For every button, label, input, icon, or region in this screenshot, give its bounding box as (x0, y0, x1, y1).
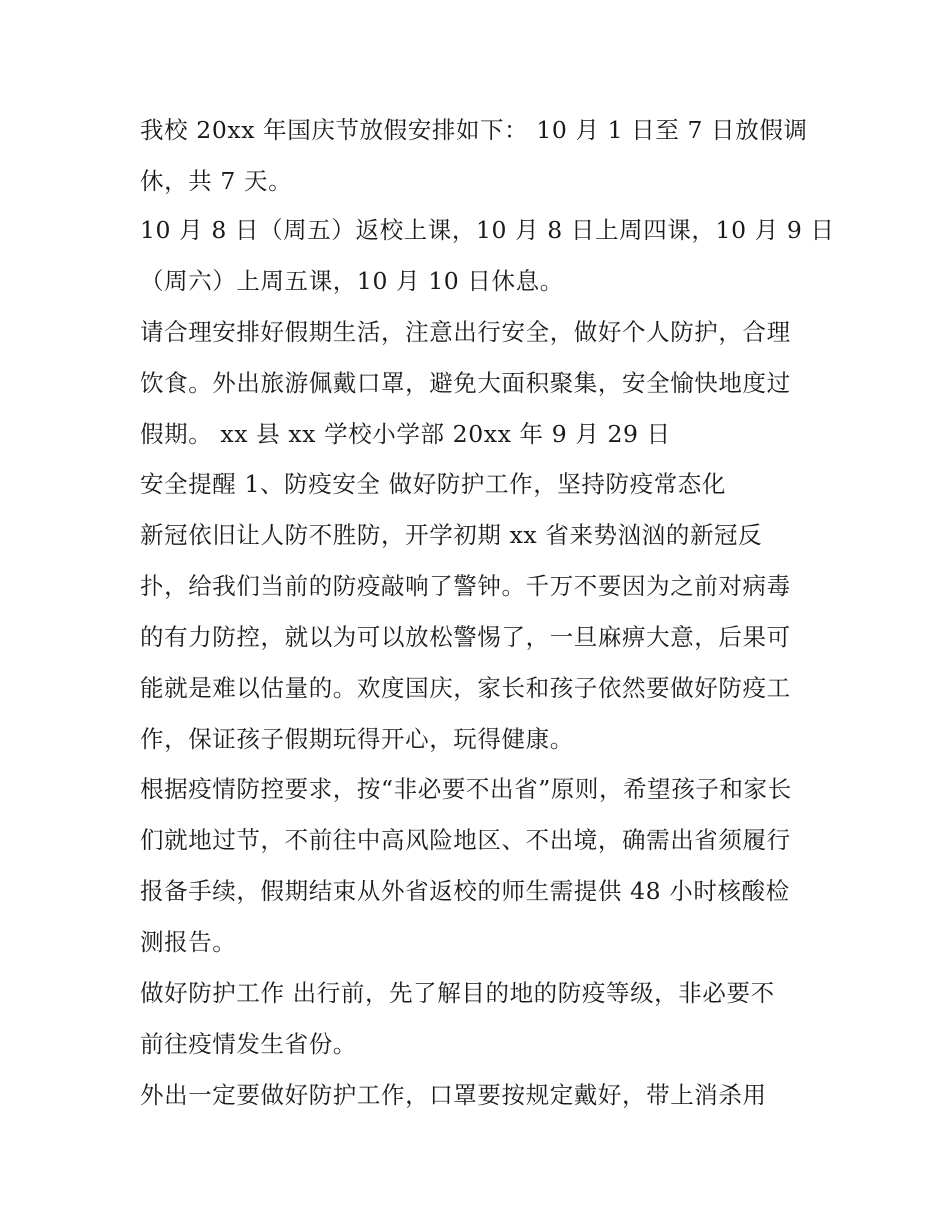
text-line: 作，保证孩子假期玩得开心，玩得健康。 (140, 725, 574, 753)
text-line: 我校 20xx 年国庆节放假安排如下： 10 月 1 日至 7 日放假调 (140, 116, 808, 144)
text-line: 安全提醒 1、防疫安全 做好防护工作，坚持防疫常态化 (140, 470, 726, 498)
text-line: 们就地过节，不前往中高风险地区、不出境，确需出省须履行 (140, 826, 791, 854)
text-line: 假期。 xx 县 xx 学校小学部 20xx 年 9 月 29 日 (140, 420, 671, 448)
text-line: 外出一定要做好防护工作，口罩要按规定戴好，带上消杀用 (140, 1081, 767, 1109)
text-line: 根据疫情防控要求，按“非必要不出省”原则，希望孩子和家长 (140, 775, 792, 803)
text-line: 10 月 8 日（周五）返校上课，10 月 8 日上周四课，10 月 9 日 (140, 216, 835, 244)
text-line: 能就是难以估量的。欢度国庆，家长和孩子依然要做好防疫工 (140, 674, 791, 702)
text-line: 前往疫情发生省份。 (140, 1030, 357, 1058)
text-line: （周六）上周五课，10 月 10 日休息。 (140, 267, 564, 295)
text-line: 做好防护工作 出行前，先了解目的地的防疫等级，非必要不 (140, 979, 775, 1007)
text-line: 新冠依旧让人防不胜防，开学初期 xx 省来势汹汹的新冠反 (140, 521, 763, 549)
text-line: 饮食。外出旅游佩戴口罩，避免大面积聚集，安全愉快地度过 (140, 369, 791, 397)
text-line: 请合理安排好假期生活，注意出行安全，做好个人防护，合理 (140, 318, 791, 346)
text-line: 扑，给我们当前的防疫敲响了警钟。千万不要因为之前对病毒 (140, 572, 791, 600)
text-line: 的有力防控，就以为可以放松警惕了，一旦麻痹大意，后果可 (140, 623, 791, 651)
text-line: 测报告。 (140, 928, 237, 956)
text-line: 休，共 7 天。 (140, 167, 293, 195)
text-line: 报备手续，假期结束从外省返校的师生需提供 48 小时核酸检 (140, 877, 790, 905)
